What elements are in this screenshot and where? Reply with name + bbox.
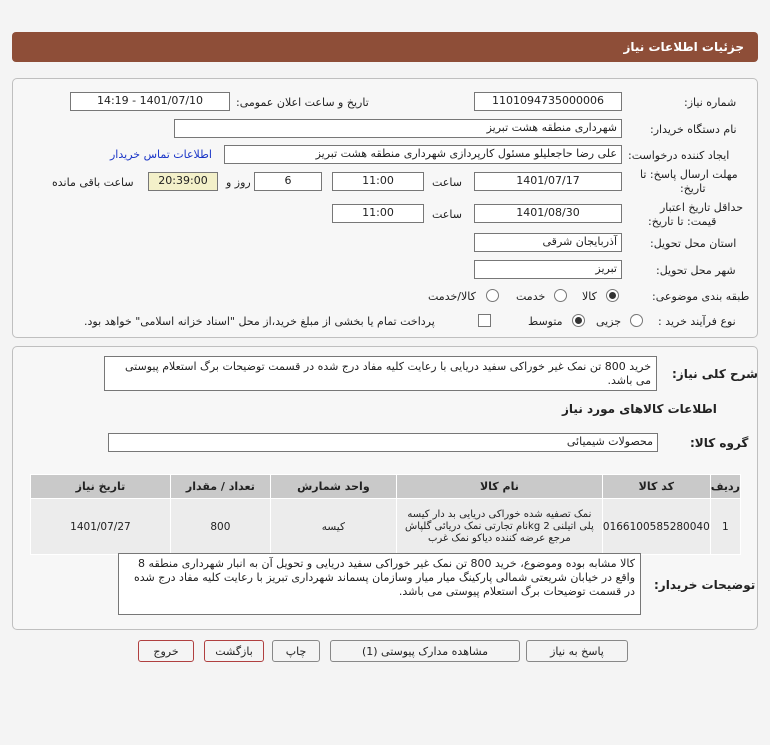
exit-button[interactable]: خروج [138, 640, 194, 662]
process-radio-medium[interactable] [572, 314, 585, 327]
need-number-label: شماره نیاز: [684, 96, 737, 109]
contact-buyer-link[interactable]: اطلاعات تماس خریدار [110, 148, 212, 161]
back-button[interactable]: بازگشت [204, 640, 264, 662]
category-option-both: کالا/خدمت [428, 290, 476, 303]
summary-text: خرید 800 تن نمک غیر خوراکی سفید دریایی با رعایت کلیه مفاد درج شده در قسمت توضیحات برگ استعلام پیوستی می باشد. [104, 356, 657, 391]
header-unit: واحد شمارش [270, 475, 396, 499]
days-field: 6 [254, 172, 322, 191]
table-row [31, 499, 741, 555]
deadline-date-field: 1401/07/17 [474, 172, 622, 191]
city-field: تبریز [474, 260, 622, 279]
validity-date-field: 1401/08/30 [474, 204, 622, 223]
validity-time-label: ساعت [432, 208, 462, 221]
page-title [12, 32, 758, 62]
announce-label: تاریخ و ساعت اعلان عمومی: [236, 96, 369, 109]
cell-date: 1401/07/27 [31, 499, 171, 555]
announce-field: 1401/07/10 - 14:19 [70, 92, 230, 111]
buyer-field: شهرداری منطقه هشت تبریز [174, 119, 622, 138]
creator-field: علی رضا حاجعلیلو مسئول کارپردازی شهرداری منطقه هشت تبریز [224, 145, 622, 164]
category-radio-service[interactable] [554, 289, 567, 302]
cell-unit: کیسه [270, 499, 396, 555]
header-row-number: ردیف [710, 475, 740, 499]
remaining-label: ساعت باقی مانده [52, 176, 134, 189]
cell-name: نمک تصفیه شده خوراکی دریایی بد دار کیسه پلی اتیلنی 2 kgنام تجارتی نمک دریائی گلپاش مرجع عرضه کننده دیاکو نمک غرب [396, 499, 602, 555]
days-label: روز و [226, 176, 251, 189]
goods-table [30, 474, 741, 555]
header-date: تاریخ نیاز [31, 475, 171, 499]
page-title-text: جزئیات اطلاعات نیاز [623, 40, 744, 54]
remaining-time-field: 20:39:00 [148, 172, 218, 191]
validity-label: حداقل تاریخ اعتبار [660, 201, 744, 214]
print-button[interactable]: چاپ [272, 640, 320, 662]
goods-group-label: گروه کالا: [690, 436, 749, 450]
process-option-minor: جزیی [596, 315, 622, 328]
process-radio-minor[interactable] [630, 314, 643, 327]
summary-label: شرح کلی نیاز: [672, 367, 758, 381]
creator-label: ایجاد کننده درخواست: [628, 149, 730, 162]
cell-code: 0166100585280040 [602, 499, 710, 555]
header-code: کد کالا [602, 475, 710, 499]
category-option-goods: کالا [582, 290, 597, 303]
deadline-time-field: 11:00 [332, 172, 424, 191]
goods-group-field: محصولات شیمیائی [108, 433, 658, 452]
process-label: نوع فرآیند خرید : [658, 315, 736, 328]
attachments-button[interactable]: مشاهده مدارک پیوستی (1) [330, 640, 520, 662]
need-number-field: 1101094735000006 [474, 92, 622, 111]
buyer-notes-text: کالا مشابه بوده وموضوع، خرید 800 تن نمک غیر خوراکی سفید دریایی و تحویل آن به انبار شهرداری منطقه 8 واقع در خیابان شریعتی شمالی پارکینگ میار میار وسازمان پسماند شهرداری تبریز با رعایت کلیه مفاد درج شده در قسمت توضیحات برگ استعلام پیوستی می باشد. [118, 553, 641, 615]
city-label: شهر محل تحویل: [656, 264, 736, 277]
province-field: آذربایجان شرقی [474, 233, 622, 252]
category-option-service: خدمت [516, 290, 546, 303]
category-radio-both[interactable] [486, 289, 499, 302]
deadline-time-label: ساعت [432, 176, 462, 189]
goods-info-label: اطلاعات کالاهای مورد نیاز [562, 402, 717, 416]
header-name: نام کالا [396, 475, 602, 499]
province-label: استان محل تحویل: [650, 237, 737, 250]
process-note: پرداخت تمام یا بخشی از مبلغ خرید،از محل "اسناد خزانه اسلامی" خواهد بود. [84, 315, 435, 328]
category-label: طبقه بندی موضوعی: [652, 290, 750, 303]
deadline-label-2: تاریخ: [680, 182, 706, 195]
deadline-label: مهلت ارسال پاسخ: تا [640, 168, 738, 181]
process-option-medium: متوسط [528, 315, 563, 328]
cell-row-number: 1 [710, 499, 740, 555]
table-header-row [31, 475, 741, 499]
buyer-notes-label: توضیحات خریدار: [654, 578, 756, 592]
category-radio-goods[interactable] [606, 289, 619, 302]
reply-button[interactable]: پاسخ به نیاز [526, 640, 628, 662]
validity-time-field: 11:00 [332, 204, 424, 223]
buyer-label: نام دستگاه خریدار: [650, 123, 737, 136]
header-quantity: تعداد / مقدار [170, 475, 270, 499]
treasury-checkbox[interactable] [478, 314, 491, 327]
cell-quantity: 800 [170, 499, 270, 555]
validity-label-2: قیمت: تا تاریخ: [648, 215, 717, 228]
